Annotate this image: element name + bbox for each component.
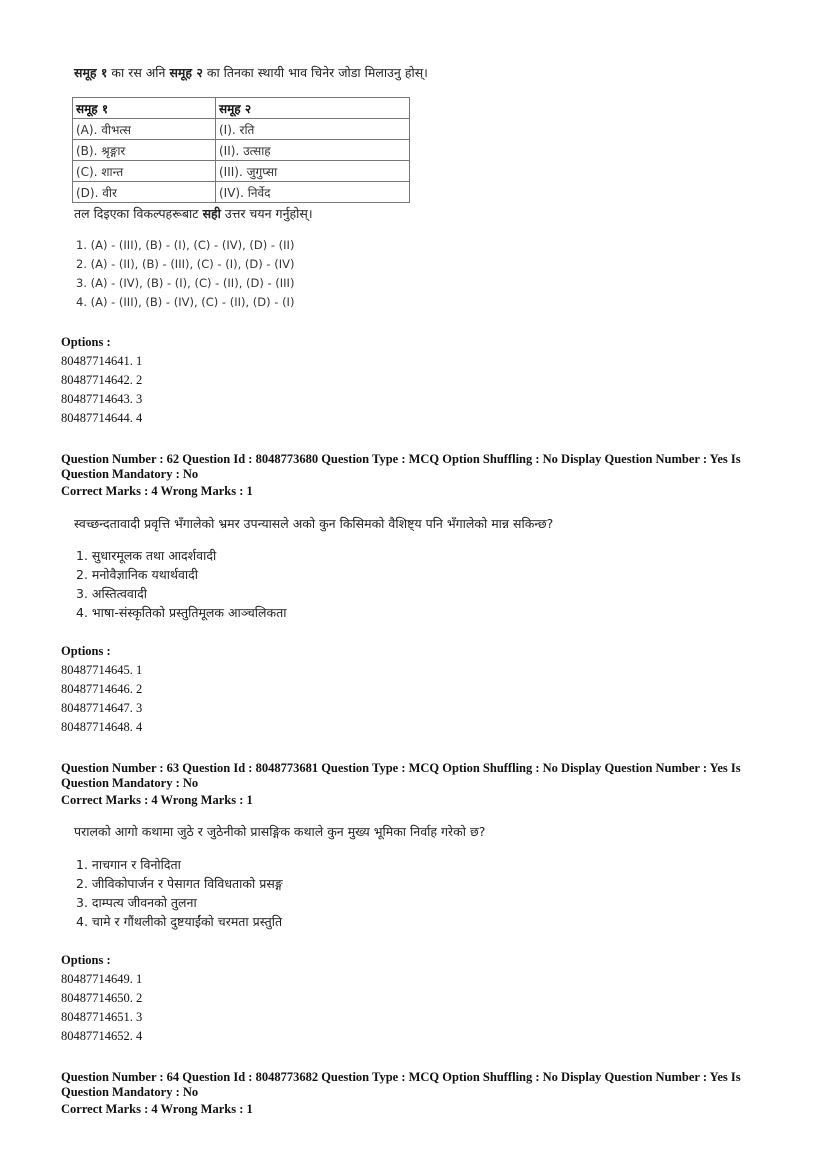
q61-choose-post: उत्तर चयन गर्नुहोस्। (220, 206, 313, 221)
q61-options-heading: Options : (61, 335, 111, 349)
q62-marks: Correct Marks : 4 Wrong Marks : 1 (61, 484, 253, 498)
q63-meta (61, 761, 756, 808)
table-cell: (D). वीर (73, 182, 216, 203)
list-item: 2. जीविकोपार्जन र पेसागत विविधताको प्रसङ्ग (76, 876, 283, 891)
option-id: 80487714645. 1 (61, 663, 143, 677)
q61-instruction-end: का तिनका स्थायी भाव चिनेर जोडा मिलाउनु होस्। (202, 65, 428, 80)
table-row (73, 161, 410, 182)
option-id: 80487714646. 2 (61, 682, 143, 696)
option-id: 80487714648. 4 (61, 720, 143, 734)
q62-question-text: स्वच्छन्दतावादी प्रवृत्ति भँगालेको भ्रमर उपन्यासले अको कुन किसिमको वैशिष्ट्य पनि भँगालेको मान्न सकिन्छ? (74, 516, 554, 531)
table-cell: (A). वीभत्स (73, 119, 216, 140)
table-cell: (C). शान्त (73, 161, 216, 182)
q62-options-list (61, 661, 142, 737)
q64-meta-line2: Question Mandatory : No (61, 1085, 199, 1099)
q61-instruction-group2: समूह २ (169, 65, 203, 80)
option-id: 80487714649. 1 (61, 972, 143, 986)
list-item: 1. नाचगान र विनोदिता (76, 857, 181, 872)
option-id: 80487714642. 2 (61, 373, 143, 387)
option-id: 80487714641. 1 (61, 354, 143, 368)
q63-choice-list (76, 855, 283, 931)
option-id: 80487714647. 3 (61, 701, 143, 715)
q61-choose-bold: सही (202, 206, 221, 221)
table-row (73, 119, 410, 140)
q61-choose-pre: तल दिइएका विकल्पहरूबाट (74, 206, 203, 221)
table-row (73, 182, 410, 203)
match-table (72, 97, 410, 203)
list-item: 2. (A) - (II), (B) - (III), (C) - (I), (D) - (IV) (76, 257, 295, 271)
list-item: 4. (A) - (III), (B) - (IV), (C) - (II), (D) - (I) (76, 295, 295, 309)
option-id: 80487714643. 3 (61, 392, 143, 406)
q63-options-list (61, 970, 142, 1046)
q62-options-heading: Options : (61, 644, 111, 658)
q61-options-list (61, 352, 142, 428)
table-cell: (IV). निर्वेद (216, 182, 410, 203)
q62-meta-line2: Question Mandatory : No (61, 467, 199, 481)
option-id: 80487714651. 3 (61, 1010, 143, 1024)
list-item: 3. अस्तित्ववादी (76, 586, 147, 601)
list-item: 4. चामे र गौंथलीको दुष्टयाईंको चरमता प्रस्तुति (76, 914, 283, 929)
q61-instruction-group1: समूह १ (74, 65, 108, 80)
q63-marks: Correct Marks : 4 Wrong Marks : 1 (61, 793, 253, 807)
q61-instruction (74, 64, 428, 81)
q61-instruction-mid: का रस अनि (107, 65, 170, 80)
q64-marks: Correct Marks : 4 Wrong Marks : 1 (61, 1102, 253, 1116)
option-id: 80487714644. 4 (61, 411, 143, 425)
table-cell: (II). उत्साह (216, 140, 410, 161)
q62-meta (61, 452, 756, 499)
table-header-group2: समूह २ (216, 98, 410, 119)
table-header-row (73, 98, 410, 119)
table-header-group1: समूह १ (73, 98, 216, 119)
q63-meta-line1: Question Number : 63 Question Id : 8048773681 Question Type : MCQ Option Shuffling : No Display Question Number : Yes Is (61, 761, 741, 775)
table-cell: (III). जुगुप्सा (216, 161, 410, 182)
q62-choice-list (76, 546, 286, 622)
table-cell: (I). रति (216, 119, 410, 140)
q64-meta (61, 1070, 756, 1117)
table-cell: (B). श्रृङ्गार (73, 140, 216, 161)
list-item: 3. (A) - (IV), (B) - (I), (C) - (II), (D) - (III) (76, 276, 295, 290)
q61-choice-list (76, 236, 294, 312)
list-item: 2. मनोवैज्ञानिक यथार्थवादी (76, 567, 199, 582)
q63-meta-line2: Question Mandatory : No (61, 776, 199, 790)
option-id: 80487714652. 4 (61, 1029, 143, 1043)
list-item: 4. भाषा-संस्कृतिको प्रस्तुतिमूलक आञ्चलिकता (76, 605, 287, 620)
list-item: 3. दाम्पत्य जीवनको तुलना (76, 895, 197, 910)
q64-meta-line1: Question Number : 64 Question Id : 8048773682 Question Type : MCQ Option Shuffling : No Display Question Number : Yes Is (61, 1070, 741, 1084)
q61-choose-instruction (74, 205, 313, 222)
list-item: 1. (A) - (III), (B) - (I), (C) - (IV), (D) - (II) (76, 238, 295, 252)
table-row (73, 140, 410, 161)
q63-options-heading: Options : (61, 953, 111, 967)
q62-meta-line1: Question Number : 62 Question Id : 8048773680 Question Type : MCQ Option Shuffling : No Display Question Number : Yes Is (61, 452, 741, 466)
option-id: 80487714650. 2 (61, 991, 143, 1005)
q63-question-text: परालको आगो कथामा जुठे र जुठेनीको प्रासङ्गिक कथाले कुन मुख्य भूमिका निर्वाह गरेको छ? (74, 824, 486, 839)
list-item: 1. सुधारमूलक तथा आदर्शवादी (76, 548, 217, 563)
